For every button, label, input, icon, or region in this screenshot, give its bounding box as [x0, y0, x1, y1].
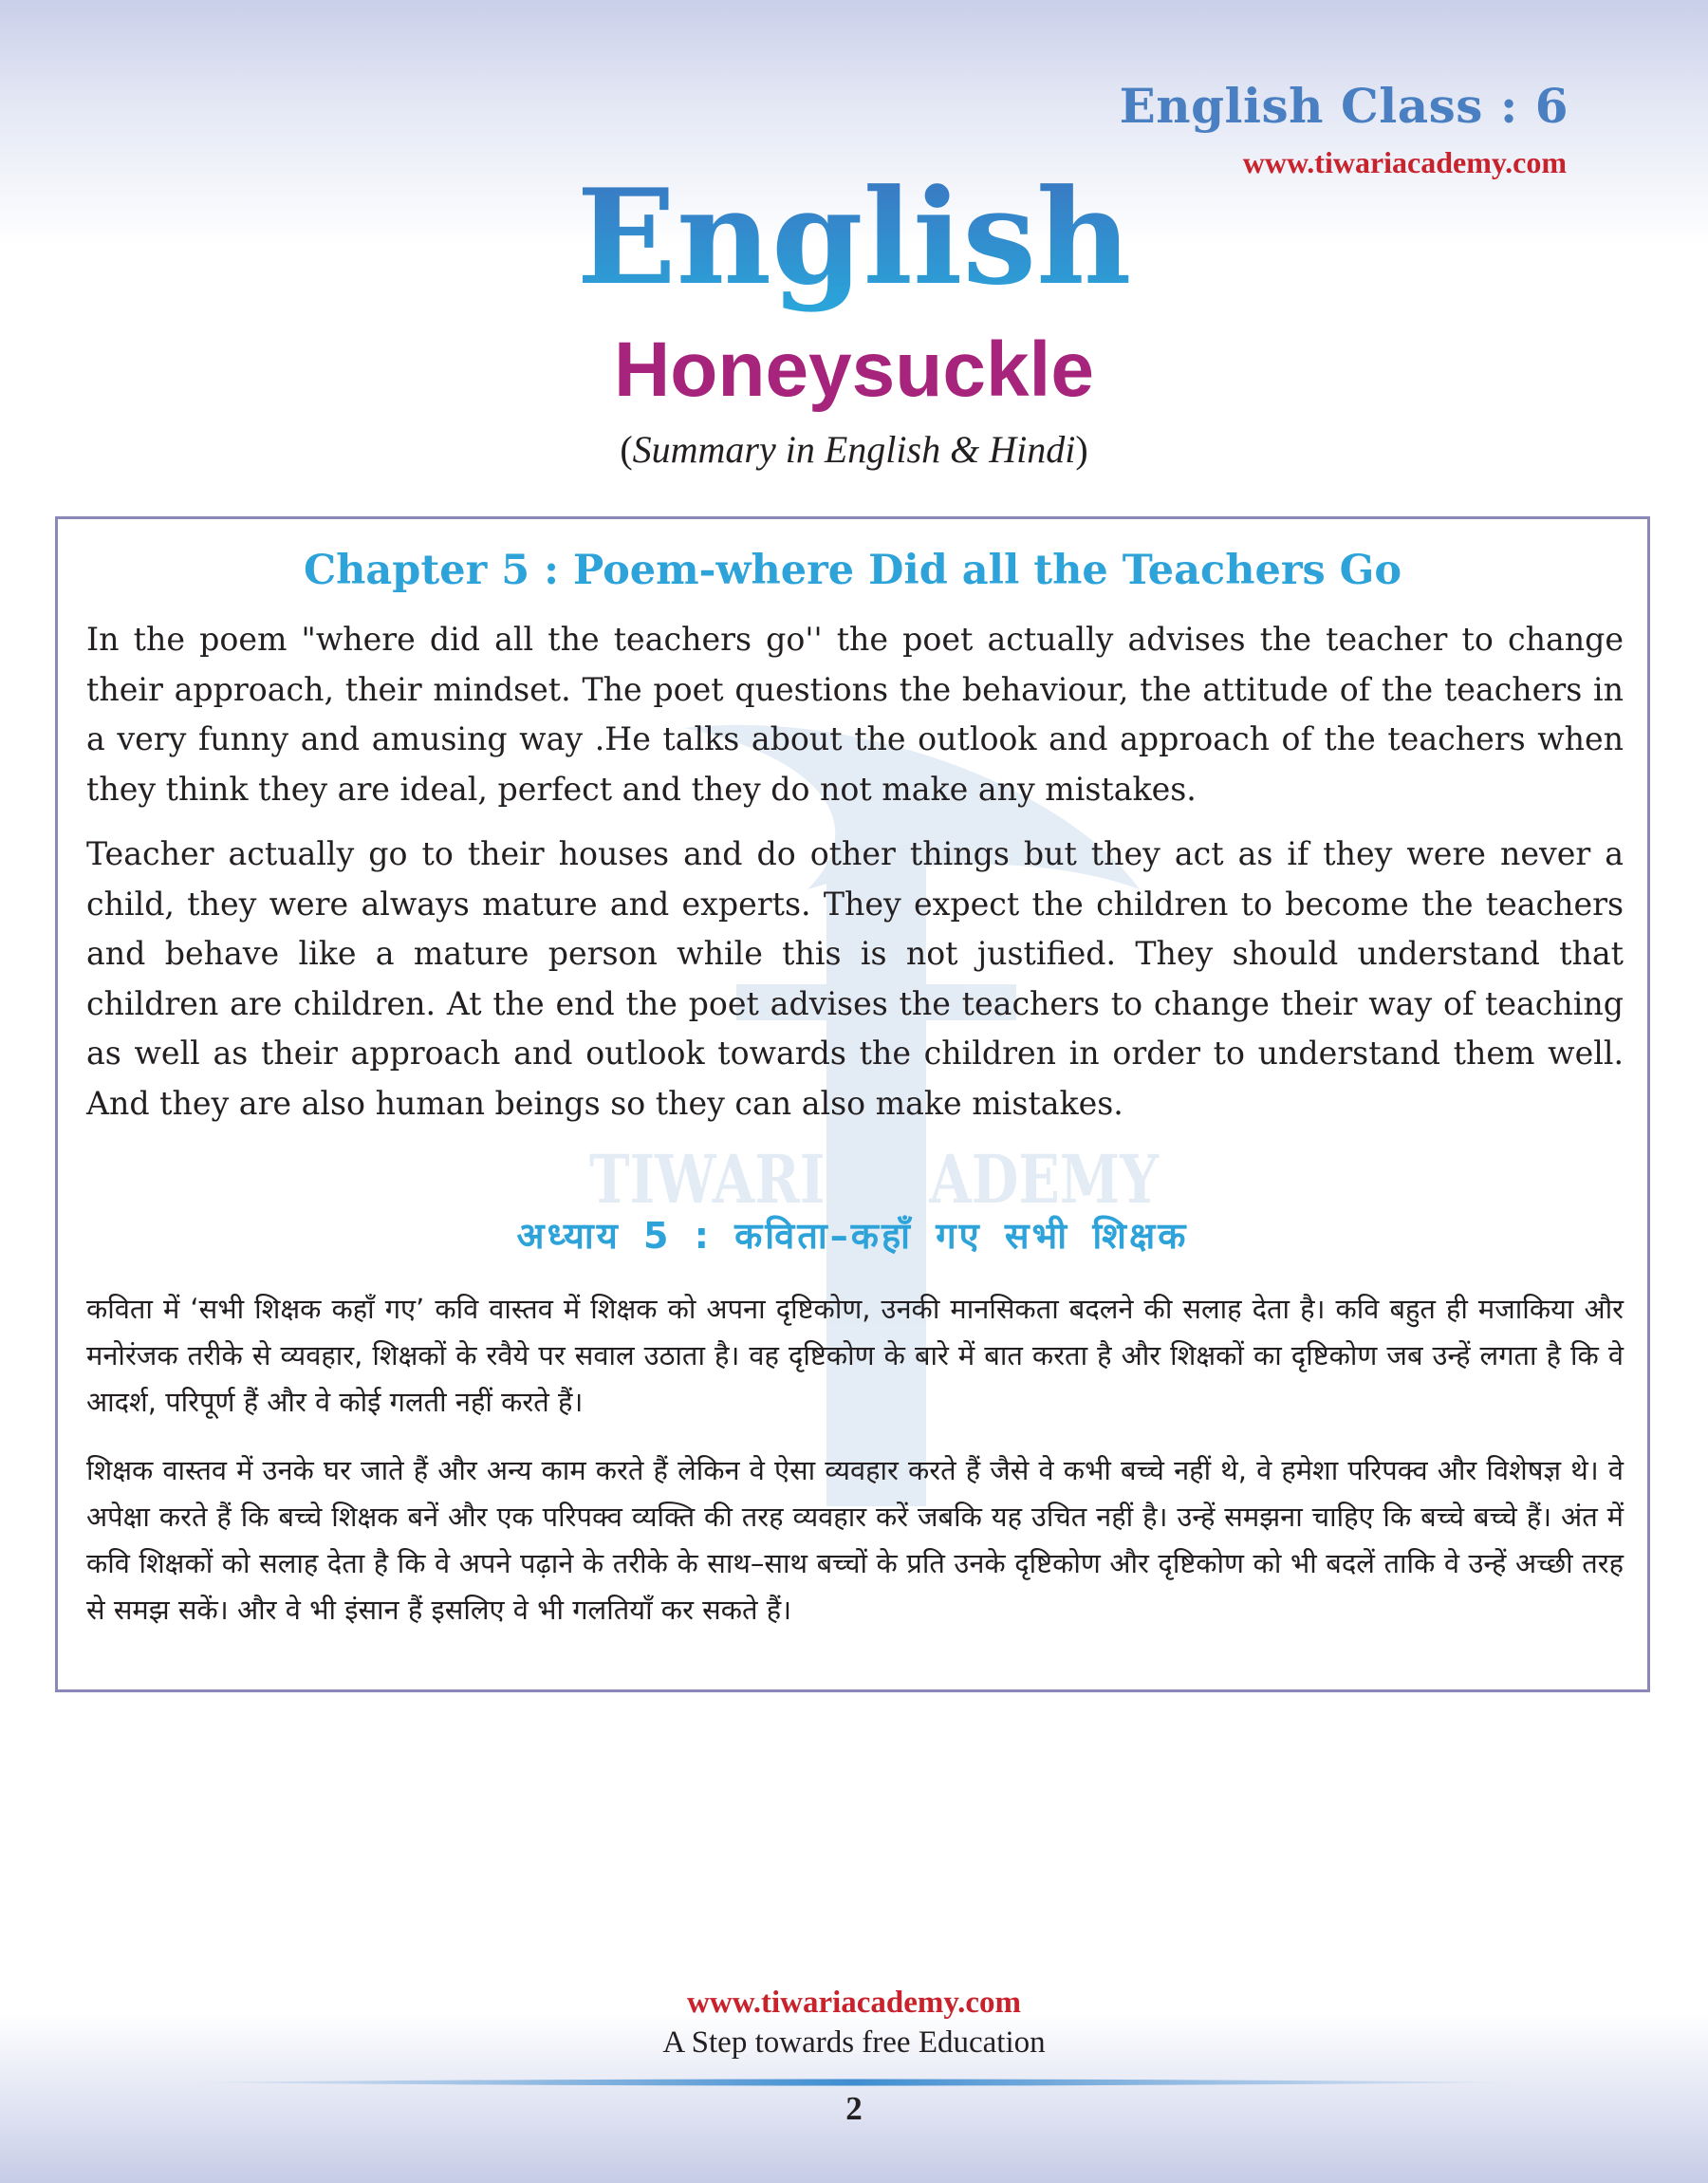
class-label: English Class : 6 [1119, 78, 1569, 134]
subtitle-close-paren: ) [1075, 428, 1088, 471]
hindi-paragraph: कविता में ‘सभी शिक्षक कहाँ गए’ कवि वास्तव में शिक्षक को अपना दृष्टिकोण, उनकी मानसिकता बदलने की सलाह देता है। कवि बहुत ही मजाकिया और मनोरंजक तरीके से व्यवहार, शिक्षकों के रवैये पर सवाल उठाता है। वह दृष्टिकोण के बारे में बात करता है और शिक्षकों का दृष्टिकोण जब उन्हें लगता है कि वे आदर्श, परिपूर्ण हैं और वे कोई गलती नहीं करते हैं। [86, 1293, 1624, 1418]
subtitle [0, 427, 1708, 473]
page-number: 2 [845, 2090, 863, 2127]
hindi-chapter-heading: अध्याय 5 : कविता–कहाँ गए सभी शिक्षक [516, 1215, 1189, 1257]
subtitle-open-paren: ( [620, 428, 633, 471]
summary-box [55, 516, 1650, 1692]
english-paragraph: In the poem "where did all the teachers go'' the poet actually advises the teacher to change their approach, their mindset. The poet questions the behaviour, the attitude of the teachers in a very funny and amusing way .He talks about the outlook and approach of the teachers when they think they are ideal, perfect and they do not make any mistakes. [86, 621, 1624, 808]
subject-title: English [0, 161, 1708, 313]
chapter-heading: Chapter 5 : Poem-where Did all the Teachers Go [303, 547, 1402, 594]
footer-website-link[interactable]: www.tiwariacademy.com [687, 1986, 1021, 2020]
subtitle-text: Summary in English & Hindi [632, 428, 1076, 471]
hindi-paragraph: शिक्षक वास्तव में उनके घर जाते हैं और अन्य काम करते हैं लेकिन वे ऐसा व्यवहार करते हैं जैसे वे कभी बच्चे नहीं थे, वे हमेशा परिपक्व और विशेषज्ञ थे। वे अपेक्षा करते हैं कि बच्चे शिक्षक बनें और एक परिपक्व व्यक्ति की तरह व्यवहार करें जबकि यह उचित नहीं है। उन्हें समझना चाहिए कि बच्चे बच्चे हैं। अंत में कवि शिक्षकों को सलाह देता है कि वे अपने पढ़ाने के तरीके के साथ–साथ बच्चों के प्रति उनके दृष्टिकोण और दृष्टिकोण को भी बदलें ताकि वे उन्हें अच्छी तरह से समझ सकें। और वे भी इंसान हैं इसलिए वे भी गलतियाँ कर सकते हैं। [86, 1454, 1624, 1626]
english-paragraph: Teacher actually go to their houses and do other things but they act as if they were never a child, they were always mature and experts. They expect the children to become the teachers and behave like a mature person while this is not justified. They should understand that children are children. At the end the poet advises the teachers to change their way of teaching as well as their approach and outlook towards the children in order to understand them well. And they are also human beings so they can also make mistakes. [86, 835, 1624, 1122]
book-title: Honeysuckle [614, 327, 1094, 413]
footer-divider [180, 2078, 1528, 2087]
watermark-text: TIWARI ACADEMY [589, 1140, 1160, 1219]
footer-tagline: A Step towards free Education [662, 2025, 1046, 2060]
